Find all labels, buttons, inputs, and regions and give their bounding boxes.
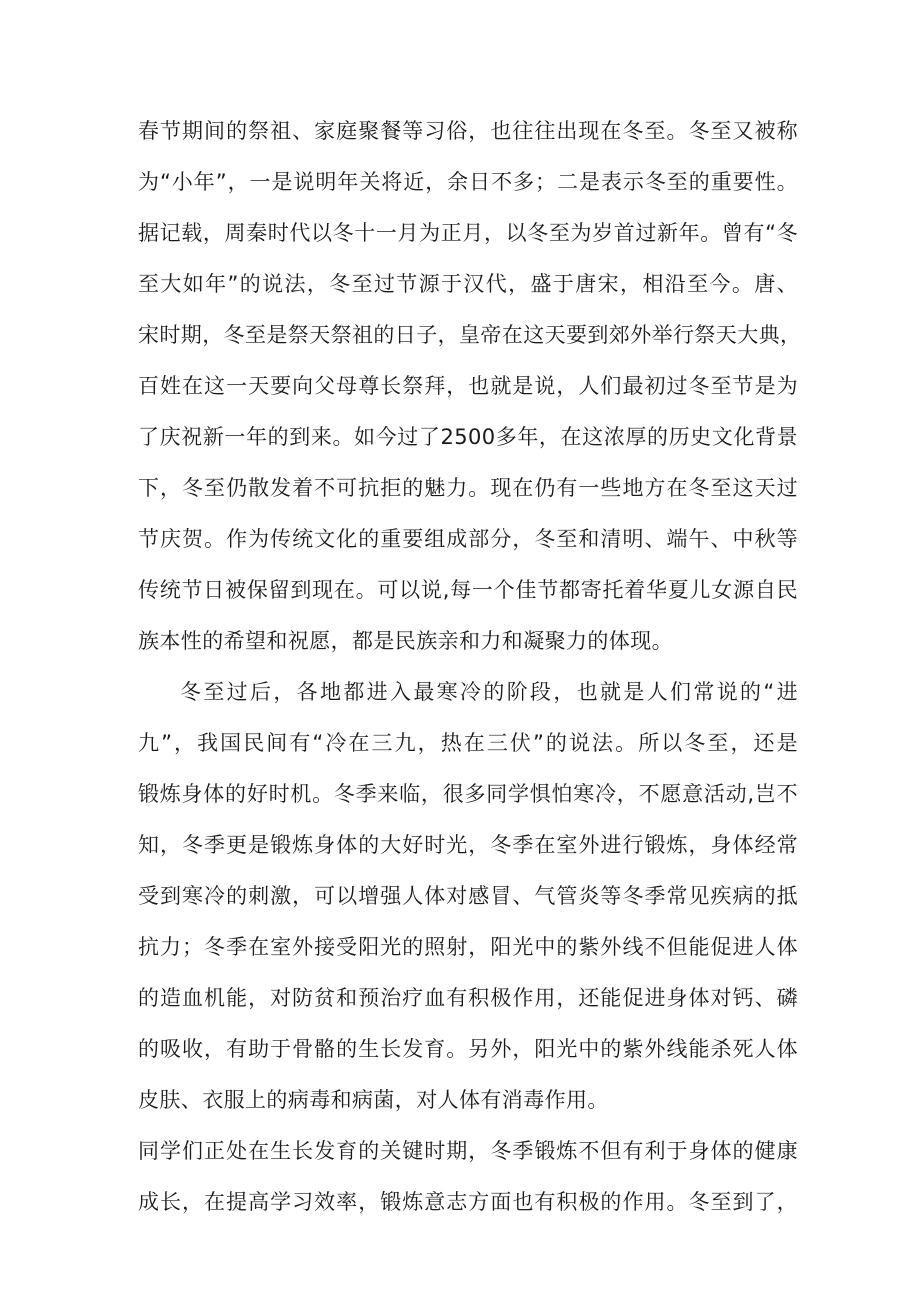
text-line: 皮肤、衣服上的病毒和病菌，对人体有消毒作用。 — [138, 1088, 609, 1112]
text-line: 知，冬季更是锻炼身体的大好时光，冬季在室外进行锻炼，身体经常 — [138, 833, 798, 857]
text-line: 据记载，周秦时代以冬十一月为正月，以冬至为岁首过新年。曾有“冬 — [138, 221, 798, 245]
text-line: 冬至过后，各地都进入最寒冷的阶段，也就是人们常说的“进 — [180, 680, 798, 704]
text-line: 了庆祝新一年的到来。如今过了2500多年，在这浓厚的历史文化背景 — [138, 425, 798, 449]
text-line: 百姓在这一天要向父母尊长祭拜，也就是说，人们最初过冬至节是为 — [138, 374, 798, 398]
text-line: 抗力；冬季在室外接受阳光的照射，阳光中的紫外线不但能促进人体 — [138, 935, 798, 959]
text-line: 九”，我国民间有“冷在三九，热在三伏”的说法。所以冬至，还是 — [138, 731, 798, 755]
text-line: 同学们正处在生长发育的关键时期，冬季锻炼不但有利于身体的健康 — [138, 1139, 798, 1163]
text-line: 的吸收，有助于骨骼的生长发育。另外，阳光中的紫外线能杀死人体 — [138, 1037, 798, 1061]
text-line: 的造血机能，对防贫和预治疗血有积极作用，还能促进身体对钙、磷 — [138, 986, 798, 1010]
text-line: 成长，在提高学习效率，锻炼意志方面也有积极的作用。冬至到了， — [138, 1190, 798, 1214]
text-line: 春节期间的祭祖、家庭聚餐等习俗，也往往出现在冬至。冬至又被称 — [138, 119, 798, 143]
text-line: 至大如年”的说法，冬至过节源于汉代，盛于唐宋，相沿至今。唐、 — [138, 272, 798, 296]
text-line: 节庆贺。作为传统文化的重要组成部分，冬至和清明、端午、中秋等 — [138, 527, 798, 551]
text-line: 下，冬至仍散发着不可抗拒的魅力。现在仍有一些地方在冬至这天过 — [138, 476, 798, 500]
text-line: 锻炼身体的好时机。冬季来临，很多同学惧怕寒冷，不愿意活动,岂不 — [138, 782, 798, 806]
text-line: 为“小年”，一是说明年关将近，余日不多；二是表示冬至的重要性。 — [138, 170, 798, 194]
text-line: 族本性的希望和祝愿，都是民族亲和力和凝聚力的体现。 — [138, 629, 673, 653]
text-line: 受到寒冷的刺激，可以增强人体对感冒、气管炎等冬季常见疾病的抵 — [138, 884, 798, 908]
text-line: 传统节日被保留到现在。可以说,每一个佳节都寄托着华夏儿女源自民 — [138, 578, 798, 602]
text-line: 宋时期，冬至是祭天祭祖的日子，皇帝在这天要到郊外举行祭天大典， — [138, 323, 802, 347]
